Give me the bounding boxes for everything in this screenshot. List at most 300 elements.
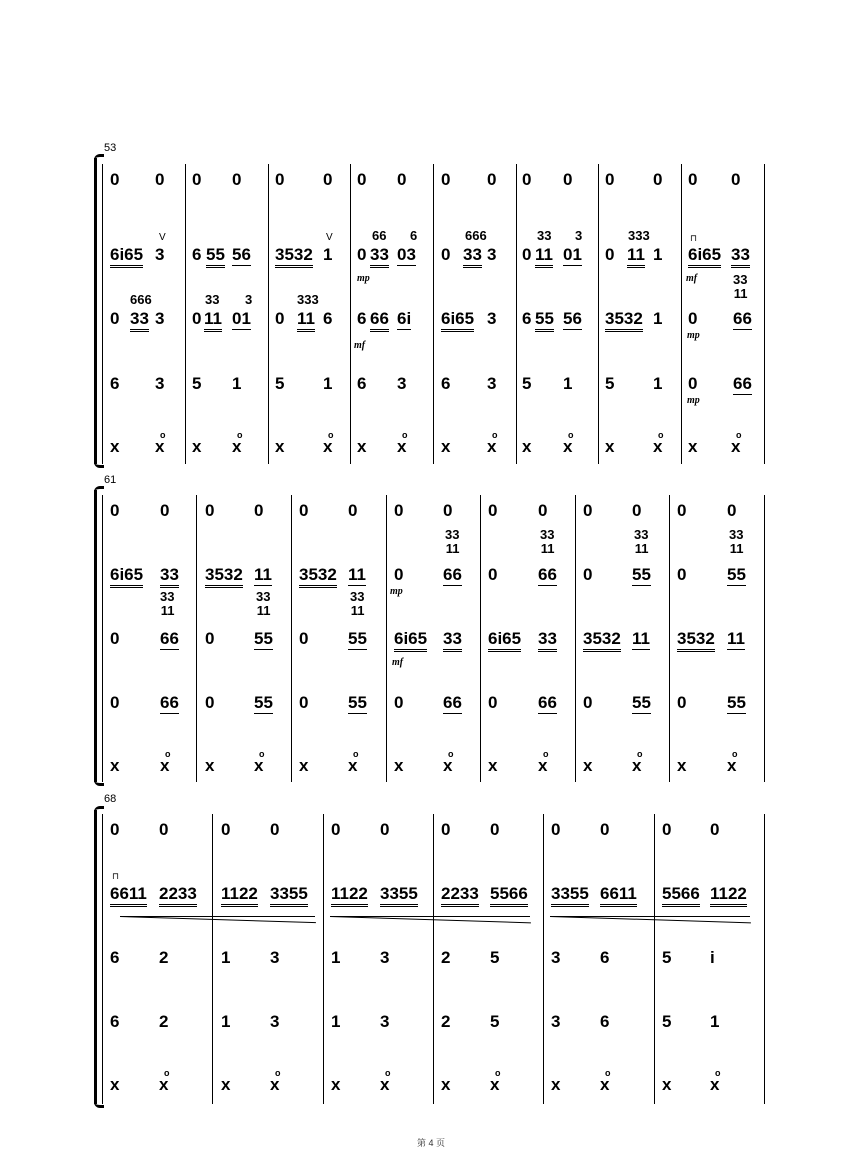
note: 3 [551,948,561,967]
note: 0 [605,245,615,264]
note: 0 [275,170,285,189]
percussion-accent: o [165,749,171,759]
note-group: 66 [160,629,179,648]
percussion-x: x [488,756,498,775]
note: 6 [110,374,120,393]
note: 0 [487,170,497,189]
note: 0 [441,245,451,264]
note-group: 56 [563,309,582,328]
barline [480,495,481,782]
grace-notes: 33 11 [445,527,460,556]
note: 0 [677,501,687,520]
percussion-x: x [110,756,120,775]
note: 0 [488,693,498,712]
percussion-accent: o [237,430,243,440]
note: 0 [441,820,451,839]
note: 1 [323,374,333,393]
dynamic-mark: mf [392,657,404,668]
percussion-x: x [487,437,497,456]
note: 0 [731,170,741,189]
note-group: 55 [632,565,651,584]
note: 5 [662,948,672,967]
percussion-x: x [688,437,698,456]
grace-notes: 33 [205,292,220,307]
percussion-accent: o [495,1068,501,1078]
note: 0 [632,501,642,520]
note: 6 [323,309,333,328]
note: 0 [299,501,309,520]
note: 0 [160,501,170,520]
percussion-accent: o [385,1068,391,1078]
note: 0 [605,170,615,189]
note-group: 11 [204,309,222,332]
note-group: 1122 [710,884,747,907]
note: 0 [221,820,231,839]
barline [681,164,682,464]
measure-number: 61 [104,474,117,486]
note: 1 [563,374,573,393]
note: 0 [192,170,202,189]
percussion-accent: o [160,430,166,440]
note-group: 55 [727,693,746,712]
note: 0 [357,245,367,264]
note: 0 [254,501,264,520]
note-group: 6i65 [110,565,143,588]
note: 1 [653,309,663,328]
note-group: 66 [160,693,179,712]
note: 0 [583,693,593,712]
note-group: 1122 [331,884,368,907]
note-group: 55 [206,245,225,268]
percussion-accent: o [715,1068,721,1078]
note-group: 66 [370,309,389,332]
grace-notes: 33 [537,228,552,243]
grace-notes: 666 [130,292,152,307]
note-group: 1122 [221,884,258,907]
note-group: 11 [627,245,645,268]
percussion-x: x [653,437,663,456]
percussion-x: x [443,756,453,775]
note-group: 66 [443,565,462,584]
note: 0 [488,501,498,520]
note: 0 [677,565,687,584]
note: 3 [397,374,407,393]
percussion-x: x [160,756,170,775]
note-group: 3355 [380,884,418,907]
note: 0 [159,820,169,839]
percussion-x: x [397,437,407,456]
percussion-x: x [662,1075,672,1094]
note: 0 [522,170,532,189]
note-group: 11 [632,629,650,648]
note-group: 6611 [110,884,147,907]
barline [598,164,599,464]
note: 5 [490,1012,500,1031]
note-group: 33 [160,565,179,588]
note-group: 3532 [299,565,337,588]
system-line [102,164,103,464]
barline [433,814,434,1104]
system-brace [94,810,97,1104]
note: 0 [653,170,663,189]
percussion-accent: o [402,430,408,440]
barline [516,164,517,464]
percussion-accent: o [164,1068,170,1078]
barline [350,164,351,464]
note: 3 [155,374,165,393]
note: 6 [110,948,120,967]
note: 2 [159,948,169,967]
note: 1 [331,948,341,967]
note: 1 [710,1012,720,1031]
note: 6 [110,1012,120,1031]
grace-notes: 666 [465,228,487,243]
note: 0 [551,820,561,839]
note: 0 [394,501,404,520]
note: 0 [110,629,120,648]
note: 0 [727,501,737,520]
crescendo-line [330,916,531,923]
percussion-accent: o [637,749,643,759]
percussion-x: x [605,437,615,456]
percussion-x: x [270,1075,280,1094]
note: 3 [270,1012,280,1031]
percussion-x: x [299,756,309,775]
note: 5 [192,374,202,393]
bow-mark: ⊓ [690,233,698,243]
note: 0 [538,501,548,520]
system-brace [94,490,97,782]
percussion-x: x [205,756,215,775]
barline [764,164,765,464]
note-group: 3532 [677,629,715,652]
system-brace [94,158,97,464]
note-group: 03 [397,245,416,264]
note: 0 [110,820,120,839]
note: 2 [441,1012,451,1031]
note: 0 [348,501,358,520]
percussion-x: x [394,756,404,775]
note: 0 [677,693,687,712]
note: 1 [232,374,242,393]
system-line [102,495,103,782]
dynamic-mark: mp [390,586,403,597]
note-group: 33 [463,245,482,268]
note-group: 6611 [600,884,637,907]
note: 0 [110,170,120,189]
note: 0 [357,170,367,189]
note-group: 5566 [490,884,528,907]
note: i [710,948,715,967]
note-group: 6i65 [110,245,143,268]
percussion-x: x [522,437,532,456]
note-group: 01 [232,309,251,328]
grace-notes: 3 [245,292,253,307]
note: 0 [522,245,532,264]
bow-mark: ⊓ [112,871,120,881]
barline [323,814,324,1104]
page-footer: 第 4 页 [416,1138,445,1148]
note: 0 [662,820,672,839]
percussion-accent: o [259,749,265,759]
dynamic-mark: mf [354,340,366,351]
barline [575,495,576,782]
note-group: 33 [130,309,149,332]
dynamic-mark: mp [687,330,700,341]
note: 0 [688,309,698,328]
percussion-x: x [380,1075,390,1094]
percussion-x: x [490,1075,500,1094]
percussion-accent: o [543,749,549,759]
percussion-accent: o [448,749,454,759]
note-group: 55 [254,693,273,712]
note: 0 [232,170,242,189]
barline [654,814,655,1104]
grace-notes: 33 11 [350,589,365,618]
note-group: 11 [727,629,745,648]
note: 0 [205,629,215,648]
note: 3 [487,374,497,393]
note: 0 [583,501,593,520]
note: 0 [299,693,309,712]
percussion-x: x [677,756,687,775]
grace-notes: 33 11 [256,589,271,618]
barline [764,495,765,782]
barline [386,495,387,782]
breath-mark: V [159,232,166,243]
percussion-x: x [563,437,573,456]
note-group: 55 [632,693,651,712]
grace-notes: 33 11 [729,527,744,556]
note: 0 [380,820,390,839]
note-group: 55 [348,693,367,712]
dynamic-mark: mf [686,273,698,284]
breath-mark: V [326,232,333,243]
percussion-x: x [583,756,593,775]
percussion-x: x [357,437,367,456]
note-group: 2233 [159,884,197,907]
percussion-x: x [192,437,202,456]
percussion-accent: o [568,430,574,440]
note: 0 [331,820,341,839]
note: 6 [357,374,367,393]
note-group: 55 [348,629,367,648]
note-group: 3532 [583,629,621,652]
percussion-x: x [600,1075,610,1094]
note: 6 [357,309,367,328]
barline [196,495,197,782]
note: 6 [600,948,610,967]
percussion-x: x [348,756,358,775]
grace-notes: 333 [628,228,650,243]
note: 0 [394,565,404,584]
percussion-x: x [275,437,285,456]
grace-notes: 33 11 [160,589,175,618]
grace-notes: 333 [297,292,319,307]
barline [543,814,544,1104]
note-group: 55 [254,629,273,648]
barline [291,495,292,782]
note-group: 3532 [205,565,243,588]
note: 0 [488,565,498,584]
note: 0 [688,374,698,393]
note: 3 [487,309,497,328]
note-group: 3532 [605,309,643,332]
percussion-x: x [731,437,741,456]
note: 6 [441,374,451,393]
percussion-x: x [551,1075,561,1094]
note: 0 [205,501,215,520]
note: 0 [563,170,573,189]
system-line [102,814,103,1104]
note: 0 [323,170,333,189]
percussion-x: x [221,1075,231,1094]
barline [433,164,434,464]
barline [268,164,269,464]
percussion-x: x [331,1075,341,1094]
note: 0 [192,309,202,328]
grace-notes: 66 [372,228,387,243]
crescendo-line [120,916,316,923]
note-group: 55 [535,309,554,332]
note: 0 [110,501,120,520]
note: 0 [490,820,500,839]
note-group: 6i [397,309,412,328]
note: 1 [323,245,333,264]
note-group: 11 [297,309,315,332]
note: 1 [221,1012,231,1031]
percussion-accent: o [492,430,498,440]
percussion-accent: o [353,749,359,759]
note-group: 33 [538,629,557,652]
note: 5 [662,1012,672,1031]
note-group: 3355 [551,884,589,907]
note: 0 [155,170,165,189]
note-group: 01 [563,245,582,264]
crescendo-line [550,916,751,923]
percussion-x: x [110,1075,120,1094]
note: 3 [380,948,390,967]
note: 0 [299,629,309,648]
dynamic-mark: mp [357,273,370,284]
note-group: 6i65 [688,245,721,268]
note-group: 6i65 [441,309,474,332]
note: 0 [397,170,407,189]
dynamic-mark: mp [687,395,700,406]
note: 0 [583,565,593,584]
note-group: 33 [731,245,750,268]
note-group: 6i65 [394,629,427,652]
note: 0 [394,693,404,712]
note: 0 [110,693,120,712]
note: 3 [551,1012,561,1031]
note: 0 [110,309,120,328]
note: 0 [205,693,215,712]
note: 3 [380,1012,390,1031]
measure-number: 53 [104,142,117,154]
note: 5 [522,374,532,393]
note-group: 3532 [275,245,313,268]
note: 5 [605,374,615,393]
note-group: 66 [443,693,462,712]
note-group: 56 [232,245,251,264]
note: 1 [653,245,663,264]
barline [212,814,213,1104]
note: 3 [155,309,165,328]
note-group: 11 [348,565,366,584]
percussion-x: x [632,756,642,775]
barline [669,495,670,782]
percussion-accent: o [658,430,664,440]
note: 0 [441,170,451,189]
percussion-x: x [323,437,333,456]
note: 5 [490,948,500,967]
note: 6 [600,1012,610,1031]
note: 2 [159,1012,169,1031]
note-group: 11 [535,245,553,268]
note: 0 [688,170,698,189]
note: 0 [710,820,720,839]
note: 5 [275,374,285,393]
percussion-x: x [110,437,120,456]
note-group: 3355 [270,884,308,907]
grace-notes: 33 11 [540,527,555,556]
note: 0 [443,501,453,520]
percussion-x: x [441,1075,451,1094]
note-group: 5566 [662,884,700,907]
percussion-x: x [441,437,451,456]
note: 3 [155,245,165,264]
note: 1 [331,1012,341,1031]
grace-notes: 33 11 [733,272,748,301]
note-group: 11 [254,565,272,584]
note-group: 66 [733,309,752,328]
note: 3 [487,245,497,264]
note: 1 [221,948,231,967]
note-group: 33 [443,629,462,652]
note-group: 66 [733,374,752,393]
note-group: 55 [727,565,746,584]
grace-notes: 33 11 [634,527,649,556]
note: 0 [275,309,285,328]
note: 6 [192,245,202,264]
percussion-x: x [727,756,737,775]
note-group: 33 [370,245,389,268]
note: 1 [653,374,663,393]
note: 3 [270,948,280,967]
note: 2 [441,948,451,967]
percussion-x: x [538,756,548,775]
note: 0 [270,820,280,839]
percussion-x: x [232,437,242,456]
percussion-accent: o [275,1068,281,1078]
grace-notes: 3 [575,228,583,243]
note-group: 6i65 [488,629,521,652]
percussion-x: x [159,1075,169,1094]
note-group: 66 [538,693,557,712]
barline [764,814,765,1104]
grace-notes: 6 [410,228,418,243]
percussion-accent: o [736,430,742,440]
percussion-x: x [254,756,264,775]
barline [185,164,186,464]
note-group: 2233 [441,884,479,907]
percussion-accent: o [732,749,738,759]
note: 6 [522,309,532,328]
percussion-x: x [155,437,165,456]
percussion-accent: o [328,430,334,440]
percussion-accent: o [605,1068,611,1078]
